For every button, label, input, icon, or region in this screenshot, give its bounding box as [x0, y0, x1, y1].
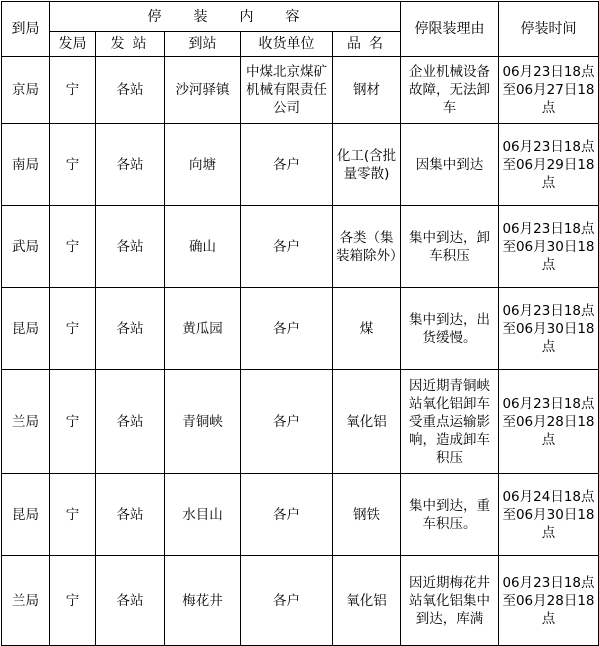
header-origin-station: 发站 [96, 32, 165, 57]
cell-consignee: 各户 [241, 370, 333, 474]
cell-dest-station: 水目山 [165, 474, 241, 556]
header-period: 停装时间 [499, 2, 599, 57]
cell-origin-bureau: 宁 [50, 57, 96, 124]
header-commodity: 品名 [333, 32, 401, 57]
cell-dest-station: 沙河驿镇 [165, 57, 241, 124]
cell-dest-station: 向塘 [165, 124, 241, 206]
cell-origin-bureau: 宁 [50, 474, 96, 556]
cell-origin-bureau: 宁 [50, 124, 96, 206]
cell-period: 06月23日18点至06月30日18点 [499, 206, 599, 288]
cell-consignee: 各户 [241, 288, 333, 370]
header-stop-content: 停装内容 [50, 2, 401, 32]
table-row [2, 124, 599, 206]
cell-reason: 集中到达，卸车积压 [401, 206, 499, 288]
cell-period: 06月23日18点至06月29日18点 [499, 124, 599, 206]
header-consignee: 收货单位 [241, 32, 333, 57]
cell-reason: 因集中到达 [401, 124, 499, 206]
cell-commodity: 各类（集装箱除外） [333, 206, 401, 288]
cell-dest-bureau: 南局 [2, 124, 50, 206]
table-row [2, 288, 599, 370]
cell-origin-station: 各站 [96, 556, 165, 646]
header-dest-bureau: 到局 [2, 2, 50, 57]
cell-consignee: 各户 [241, 206, 333, 288]
cell-origin-station: 各站 [96, 370, 165, 474]
cell-commodity: 氧化铝 [333, 556, 401, 646]
cell-origin-bureau: 宁 [50, 370, 96, 474]
cell-origin-station: 各站 [96, 288, 165, 370]
cell-dest-bureau: 昆局 [2, 288, 50, 370]
table-row [2, 57, 599, 124]
cell-consignee: 中煤北京煤矿机械有限责任公司 [241, 57, 333, 124]
cell-commodity: 煤 [333, 288, 401, 370]
cell-commodity: 钢铁 [333, 474, 401, 556]
cell-origin-station: 各站 [96, 206, 165, 288]
stop-loading-table [1, 1, 599, 646]
cell-period: 06月23日18点至06月30日18点 [499, 288, 599, 370]
cell-dest-station: 青铜峡 [165, 370, 241, 474]
cell-reason: 企业机械设备故障，无法卸车 [401, 57, 499, 124]
cell-origin-bureau: 宁 [50, 556, 96, 646]
cell-consignee: 各户 [241, 474, 333, 556]
cell-consignee: 各户 [241, 124, 333, 206]
header-origin-bureau: 发局 [50, 32, 96, 57]
cell-dest-bureau: 兰局 [2, 556, 50, 646]
cell-dest-bureau: 武局 [2, 206, 50, 288]
table-body [2, 57, 599, 646]
cell-reason: 因近期梅花井站氧化铝集中到达，库满 [401, 556, 499, 646]
cell-dest-station: 梅花井 [165, 556, 241, 646]
header-reason: 停限装理由 [401, 2, 499, 57]
cell-period: 06月23日18点至06月27日18点 [499, 57, 599, 124]
cell-commodity: 氧化铝 [333, 370, 401, 474]
cell-dest-station: 确山 [165, 206, 241, 288]
cell-reason: 集中到达，出货缓慢。 [401, 288, 499, 370]
cell-commodity: 化工(含批量零散) [333, 124, 401, 206]
cell-dest-bureau: 昆局 [2, 474, 50, 556]
table-row [2, 474, 599, 556]
cell-consignee: 各户 [241, 556, 333, 646]
cell-reason: 因近期青铜峡站氧化铝卸车受重点运输影响，造成卸车积压 [401, 370, 499, 474]
cell-origin-station: 各站 [96, 57, 165, 124]
cell-dest-station: 黄瓜园 [165, 288, 241, 370]
cell-dest-bureau: 兰局 [2, 370, 50, 474]
cell-dest-bureau: 京局 [2, 57, 50, 124]
cell-origin-station: 各站 [96, 124, 165, 206]
table-row [2, 556, 599, 646]
cell-origin-station: 各站 [96, 474, 165, 556]
table-row [2, 206, 599, 288]
cell-origin-bureau: 宁 [50, 206, 96, 288]
cell-period: 06月24日18点至06月30日18点 [499, 474, 599, 556]
cell-reason: 集中到达，重车积压。 [401, 474, 499, 556]
cell-period: 06月23日18点至06月28日18点 [499, 370, 599, 474]
cell-period: 06月23日18点至06月28日18点 [499, 556, 599, 646]
table-row [2, 370, 599, 474]
header-dest-station: 到站 [165, 32, 241, 57]
cell-origin-bureau: 宁 [50, 288, 96, 370]
cell-commodity: 钢材 [333, 57, 401, 124]
